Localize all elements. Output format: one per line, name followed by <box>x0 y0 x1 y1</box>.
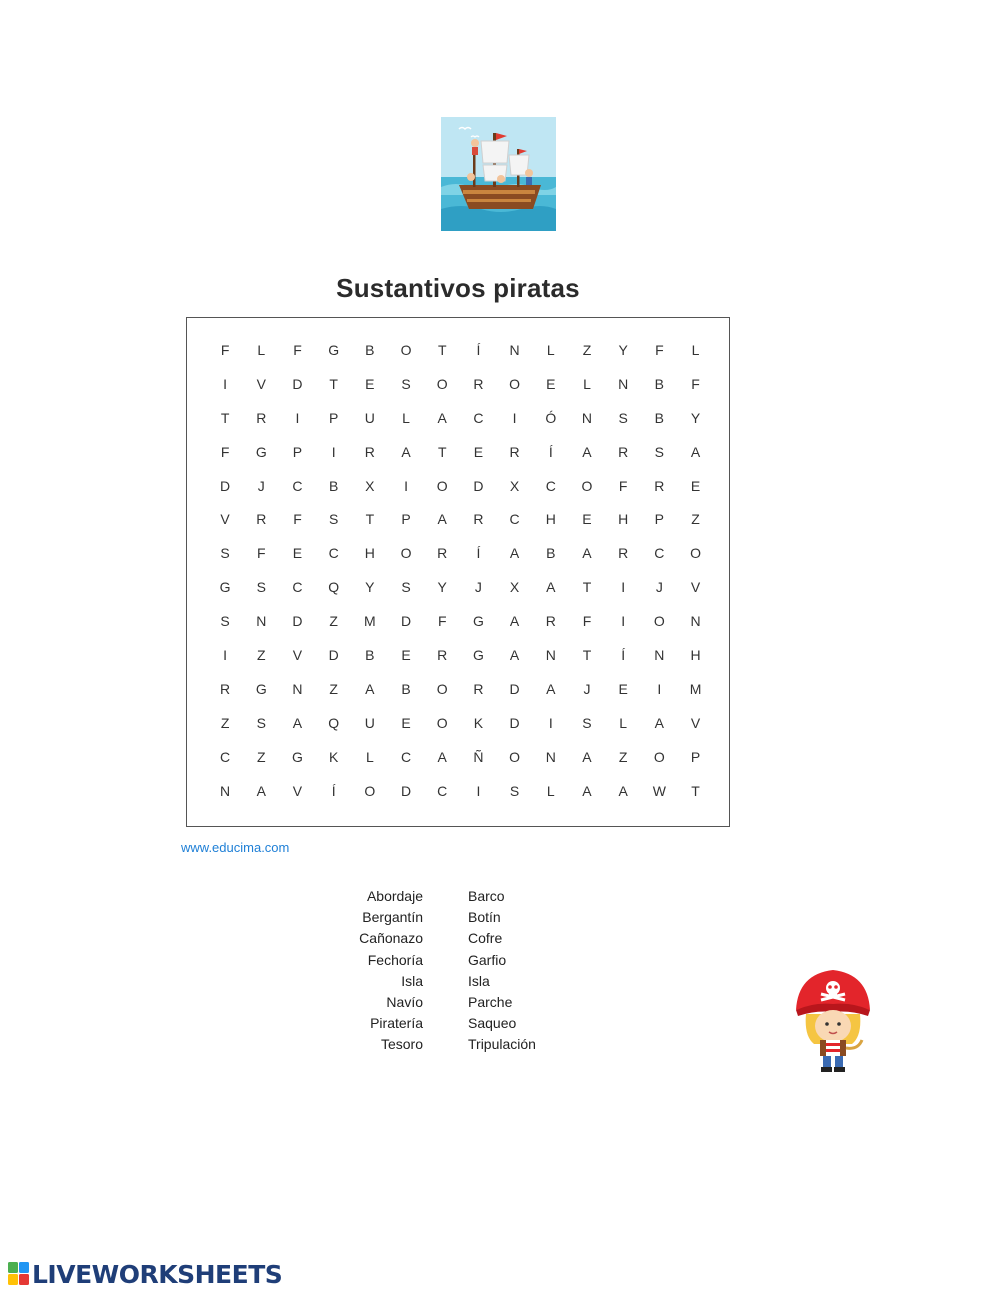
grid-letter[interactable]: E <box>401 647 411 664</box>
grid-letter[interactable]: E <box>618 680 628 697</box>
grid-letter[interactable]: K <box>328 748 339 765</box>
grid-letter[interactable]: J <box>583 680 591 697</box>
grid-letter[interactable]: B <box>546 545 556 562</box>
grid-letter[interactable]: T <box>691 782 700 799</box>
grid-letter[interactable]: L <box>257 342 266 358</box>
grid-letter[interactable]: L <box>583 375 591 392</box>
grid-letter[interactable]: R <box>437 647 448 664</box>
grid-letter[interactable]: R <box>618 545 629 562</box>
grid-letter[interactable]: A <box>509 613 520 630</box>
grid-letter[interactable]: R <box>509 443 520 460</box>
grid-letter[interactable]: Y <box>690 409 701 426</box>
word-item: Isla <box>468 972 490 989</box>
grid-letter[interactable]: C <box>292 477 303 494</box>
grid-letter[interactable]: B <box>365 647 375 664</box>
page-title: Sustantivos piratas <box>336 273 580 303</box>
grid-letter[interactable]: F <box>582 613 592 630</box>
grid-letter[interactable]: O <box>653 748 665 765</box>
grid-letter[interactable]: Ó <box>545 409 557 426</box>
grid-letter[interactable]: F <box>293 342 302 358</box>
grid-letter[interactable]: Ñ <box>473 748 484 765</box>
grid-letter[interactable]: A <box>365 680 375 697</box>
grid-letter[interactable]: S <box>256 579 266 596</box>
grid-letter[interactable]: V <box>292 647 303 664</box>
grid-letter[interactable]: X <box>365 477 375 494</box>
grid-letter[interactable]: C <box>473 409 484 426</box>
grid-letter[interactable]: M <box>364 613 376 630</box>
grid-letter[interactable]: Y <box>618 342 628 358</box>
grid-letter[interactable]: A <box>546 680 556 697</box>
grid-letter[interactable]: P <box>328 409 339 426</box>
word-item: Navío <box>386 993 423 1010</box>
grid-letter[interactable]: Z <box>257 647 266 664</box>
grid-letter[interactable]: F <box>691 375 700 392</box>
grid-letter[interactable]: A <box>546 579 556 596</box>
grid-letter[interactable]: I <box>404 477 408 494</box>
grid-letter[interactable]: R <box>473 680 484 697</box>
grid-letter[interactable]: O <box>690 545 701 562</box>
grid-letter[interactable]: A <box>509 647 520 664</box>
word-item: Bergantín <box>362 909 423 926</box>
grid-letter[interactable]: G <box>292 748 303 765</box>
grid-letter[interactable]: N <box>654 647 665 664</box>
grid-letter[interactable]: S <box>328 511 339 528</box>
brand-name: LIVEWORKSHEETS <box>32 1259 283 1289</box>
grid-letter[interactable]: A <box>618 782 628 799</box>
grid-letter[interactable]: Z <box>329 613 338 630</box>
grid-letter[interactable]: P <box>654 511 665 528</box>
grid-letter[interactable]: S <box>654 443 665 460</box>
grid-letter[interactable]: R <box>473 511 484 528</box>
letter-grid <box>207 334 714 808</box>
grid-letter[interactable]: N <box>545 748 556 765</box>
grid-letter[interactable]: Q <box>328 714 340 731</box>
grid-letter[interactable]: N <box>256 613 267 630</box>
grid-letter[interactable]: E <box>292 545 303 562</box>
grid-letter[interactable]: C <box>545 477 556 494</box>
grid-letter[interactable]: C <box>328 545 339 562</box>
grid-letter[interactable]: B <box>654 375 665 392</box>
grid-letter[interactable]: I <box>621 613 626 630</box>
grid-letter[interactable]: R <box>473 375 484 392</box>
grid-letter[interactable]: R <box>437 545 448 562</box>
grid-letter[interactable]: O <box>364 782 376 799</box>
grid-letter[interactable]: T <box>329 375 338 392</box>
grid-letter[interactable]: Í <box>476 342 481 358</box>
grid-letter[interactable]: M <box>689 680 702 697</box>
grid-letter[interactable]: G <box>255 680 267 697</box>
grid-letter[interactable]: I <box>223 375 228 392</box>
grid-letter[interactable]: N <box>581 409 593 426</box>
grid-letter[interactable]: C <box>292 579 303 596</box>
grid-letter[interactable]: C <box>654 545 665 562</box>
grid-letter[interactable]: U <box>364 714 375 731</box>
grid-letter[interactable]: Z <box>691 511 700 528</box>
grid-letter[interactable]: A <box>292 714 303 731</box>
grid-letter[interactable]: H <box>364 545 375 562</box>
grid-letter[interactable]: N <box>220 782 231 799</box>
grid-letter[interactable]: A <box>509 545 520 562</box>
grid-letter[interactable]: D <box>292 375 303 392</box>
word-list-left <box>330 886 423 1056</box>
grid-letter[interactable]: Z <box>618 748 628 765</box>
grid-letter[interactable]: I <box>657 680 662 697</box>
grid-letter[interactable]: P <box>690 748 701 765</box>
grid-letter[interactable]: G <box>255 443 267 460</box>
grid-letter[interactable]: S <box>220 613 230 630</box>
grid-letter[interactable]: R <box>364 443 375 460</box>
grid-letter[interactable]: H <box>618 511 629 528</box>
grid-letter[interactable]: F <box>655 342 664 358</box>
pirate-ship-illustration <box>441 117 556 231</box>
grid-letter[interactable]: A <box>401 443 411 460</box>
grid-letter[interactable]: T <box>582 647 592 664</box>
grid-letter[interactable]: E <box>401 714 411 731</box>
grid-letter[interactable]: A <box>690 443 701 460</box>
grid-letter[interactable]: R <box>545 613 556 630</box>
grid-letter[interactable]: Z <box>329 680 338 697</box>
grid-letter[interactable]: E <box>365 375 375 392</box>
grid-letter[interactable]: J <box>474 579 482 596</box>
grid-letter[interactable]: R <box>654 477 665 494</box>
grid-letter[interactable]: O <box>509 748 521 765</box>
grid-letter[interactable]: Í <box>548 443 553 460</box>
grid-letter[interactable]: N <box>618 375 629 392</box>
word-item: Parche <box>468 993 513 1010</box>
grid-letter[interactable]: V <box>292 782 303 799</box>
grid-letter[interactable]: J <box>257 477 265 494</box>
word-item: Barco <box>468 888 505 904</box>
grid-letter[interactable]: W <box>652 782 666 799</box>
grid-letter[interactable]: E <box>473 443 484 460</box>
grid-letter[interactable]: O <box>509 375 521 392</box>
grid-letter[interactable]: F <box>220 443 230 460</box>
grid-letter[interactable]: P <box>401 511 411 528</box>
grid-letter[interactable]: L <box>619 714 628 731</box>
grid-letter[interactable]: D <box>509 680 520 697</box>
grid-letter[interactable]: A <box>437 511 447 528</box>
grid-letter[interactable]: R <box>256 409 267 426</box>
grid-letter[interactable]: X <box>509 477 520 494</box>
grid-letter[interactable]: R <box>256 511 267 528</box>
word-list-right <box>468 886 588 1056</box>
grid-letter[interactable]: O <box>653 613 665 630</box>
grid-letter[interactable]: H <box>545 511 556 528</box>
grid-letter[interactable]: C <box>509 511 520 528</box>
word-item: Cofre <box>468 930 503 947</box>
grid-letter[interactable]: U <box>364 409 375 426</box>
grid-letter[interactable]: S <box>618 409 628 426</box>
grid-letter[interactable]: J <box>655 579 663 596</box>
grid-letter[interactable]: A <box>582 748 592 765</box>
grid-letter[interactable]: L <box>546 342 555 358</box>
grid-letter[interactable]: O <box>436 375 448 392</box>
grid-letter[interactable]: F <box>220 342 230 358</box>
grid-letter[interactable]: F <box>618 477 628 494</box>
grid-letter[interactable]: Z <box>257 748 266 765</box>
grid-letter[interactable]: N <box>545 647 556 664</box>
grid-letter[interactable]: I <box>621 579 626 596</box>
grid-letter[interactable]: Z <box>220 714 230 731</box>
word-item: Fechoría <box>367 951 423 968</box>
grid-letter[interactable]: T <box>437 443 447 460</box>
grid-letter[interactable]: T <box>365 511 375 528</box>
grid-letter[interactable]: H <box>690 647 701 664</box>
grid-letter[interactable]: E <box>546 375 556 392</box>
grid-letter[interactable]: R <box>220 680 231 697</box>
grid-letter[interactable]: O <box>436 680 448 697</box>
word-item: Saqueo <box>468 1015 517 1032</box>
grid-letter[interactable]: S <box>401 579 411 596</box>
grid-letter[interactable]: Q <box>328 579 340 596</box>
grid-letter[interactable]: D <box>473 477 484 494</box>
grid-letter[interactable]: G <box>219 579 231 596</box>
grid-letter[interactable]: C <box>437 782 448 799</box>
grid-letter[interactable]: I <box>223 647 228 664</box>
grid-letter[interactable]: F <box>257 545 266 562</box>
grid-letter[interactable]: V <box>690 579 701 596</box>
grid-letter[interactable]: P <box>292 443 303 460</box>
word-item: Tripulación <box>468 1036 536 1053</box>
grid-letter[interactable]: C <box>220 748 231 765</box>
word-item: Abordaje <box>366 888 423 904</box>
grid-letter[interactable]: I <box>476 782 481 799</box>
grid-letter[interactable]: Y <box>437 579 447 596</box>
grid-letter[interactable]: A <box>654 714 665 731</box>
grid-letter[interactable]: C <box>400 748 412 765</box>
grid-letter[interactable]: F <box>437 613 447 630</box>
grid-letter[interactable]: Í <box>331 782 336 799</box>
grid-letter[interactable]: Y <box>365 579 375 596</box>
grid-letter[interactable]: V <box>690 714 701 731</box>
grid-letter[interactable]: L <box>365 748 374 765</box>
grid-letter[interactable]: D <box>400 782 412 799</box>
grid-letter[interactable]: I <box>331 443 336 460</box>
grid-letter[interactable]: A <box>256 782 266 799</box>
grid-letter[interactable]: A <box>437 409 447 426</box>
grid-letter[interactable]: V <box>220 511 230 528</box>
grid-letter[interactable]: Z <box>582 342 592 358</box>
grid-letter[interactable]: G <box>328 342 340 358</box>
grid-letter[interactable]: R <box>618 443 629 460</box>
word-item: Tesoro <box>380 1036 423 1053</box>
word-item: Botín <box>468 909 501 926</box>
word-search-grid <box>186 317 730 827</box>
grid-letter[interactable]: N <box>690 613 701 630</box>
liveworksheets-brand[interactable] <box>8 1259 282 1289</box>
grid-letter[interactable]: K <box>473 714 484 731</box>
grid-letter[interactable]: S <box>582 714 592 731</box>
grid-letter[interactable]: D <box>220 477 231 494</box>
grid-letter[interactable]: S <box>256 714 266 731</box>
grid-letter[interactable]: B <box>654 409 665 426</box>
grid-letter[interactable]: T <box>582 579 592 596</box>
grid-letter[interactable]: A <box>582 443 592 460</box>
grid-letter[interactable]: N <box>292 680 303 697</box>
grid-letter[interactable]: O <box>400 545 412 562</box>
grid-letter[interactable]: X <box>509 579 520 596</box>
grid-letter[interactable]: E <box>582 511 592 528</box>
grid-letter[interactable]: T <box>437 342 447 358</box>
grid-letter[interactable]: L <box>546 782 555 799</box>
grid-letter[interactable]: D <box>292 613 303 630</box>
grid-letter[interactable]: D <box>509 714 520 731</box>
grid-letter[interactable]: S <box>509 782 520 799</box>
grid-letter[interactable]: G <box>472 647 484 664</box>
grid-letter[interactable]: I <box>548 714 553 731</box>
grid-letter[interactable]: E <box>690 477 701 494</box>
grid-letter[interactable]: B <box>401 680 411 697</box>
grid-letter[interactable]: L <box>691 342 700 358</box>
word-item: Isla <box>401 972 423 989</box>
grid-letter[interactable]: G <box>472 613 484 630</box>
grid-letter[interactable]: S <box>220 545 230 562</box>
grid-letter[interactable]: L <box>402 409 410 426</box>
grid-letter[interactable]: O <box>400 342 412 358</box>
grid-letter[interactable]: O <box>581 477 593 494</box>
grid-letter[interactable]: F <box>293 511 302 528</box>
grid-letter[interactable]: Í <box>621 647 626 664</box>
grid-letter[interactable]: S <box>401 375 411 392</box>
grid-letter[interactable]: I <box>512 409 517 426</box>
word-item: Cañonazo <box>359 930 423 947</box>
grid-letter[interactable]: A <box>437 748 447 765</box>
grid-letter[interactable]: T <box>220 409 230 426</box>
grid-letter[interactable]: I <box>295 409 300 426</box>
liveworksheets-logo-icon <box>8 1262 30 1286</box>
grid-letter[interactable]: O <box>436 714 448 731</box>
grid-letter[interactable]: D <box>328 647 339 664</box>
source-link[interactable]: www.educima.com <box>181 840 290 855</box>
grid-letter[interactable]: V <box>256 375 266 392</box>
grid-letter[interactable]: N <box>509 342 520 358</box>
grid-letter[interactable]: O <box>436 477 448 494</box>
grid-letter[interactable]: D <box>400 613 412 630</box>
word-item: Piratería <box>370 1015 423 1032</box>
grid-letter[interactable]: B <box>365 342 375 358</box>
grid-letter[interactable]: Í <box>476 545 481 562</box>
grid-letter[interactable]: A <box>582 782 592 799</box>
grid-letter[interactable]: B <box>328 477 339 494</box>
word-item: Garfio <box>468 951 507 968</box>
grid-letter[interactable]: A <box>582 545 592 562</box>
pirate-girl-illustration <box>792 966 874 1074</box>
